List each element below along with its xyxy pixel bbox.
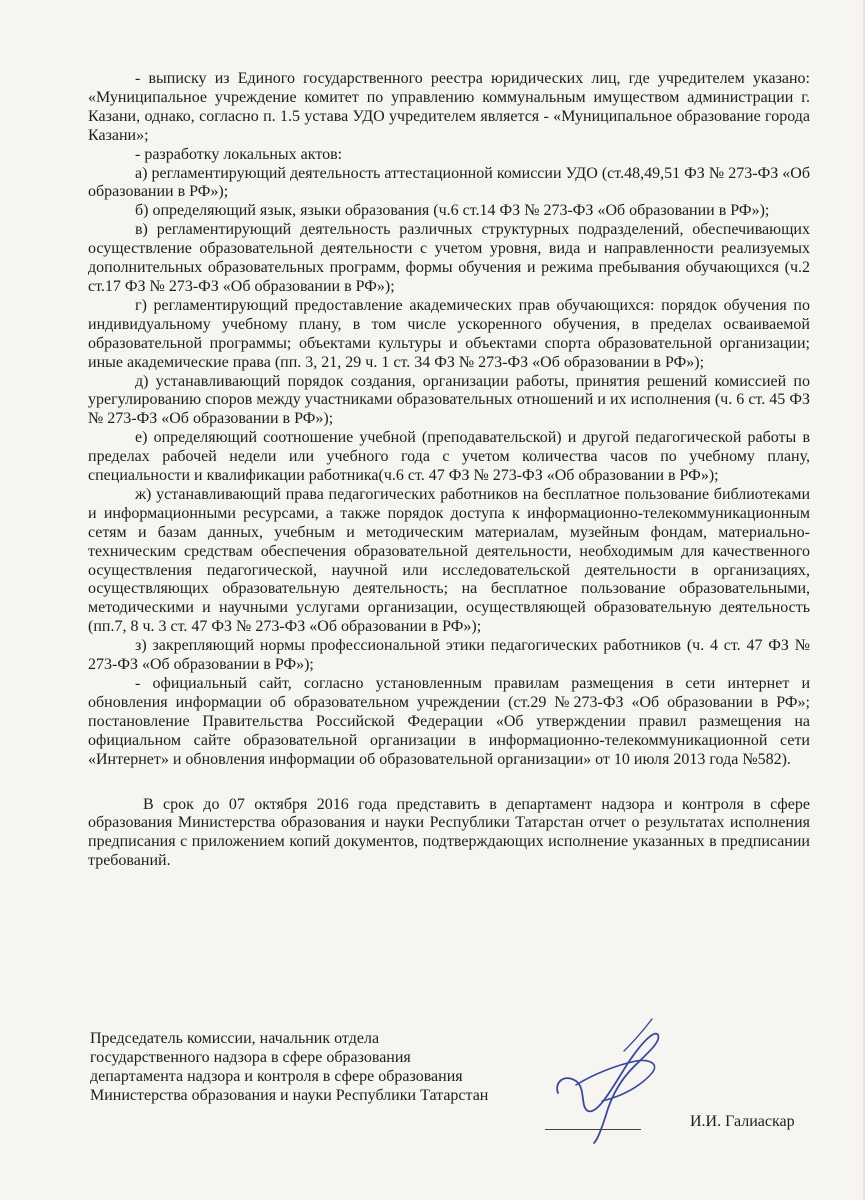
paragraph-item-e: е) определяющий соотношение учебной (преподавательской) и другой педагогической работы в пределах рабочей недели или учебного года с учетом количества часов по учебному плану, специальности и квалификации работника(ч.6 ст. 47 ФЗ № 273-ФЗ «Об образовании в РФ»);	[88, 429, 810, 485]
paragraph-official-site: - официальный сайт, согласно установленным правилам размещения в сети интернет и обновления информации об образовательном учреждении (ст.29 №273-ФЗ «Об образовании в РФ»; постановление Правительства Российской Федерации «Об утверждении правил размещения на официальном сайте образовательной организации в информационно-телекоммуникационной сети «Интернет» и обновления информации об образовательной организации» от 10 июля 2013 года №582).	[88, 675, 810, 768]
signatory-line: Министерства образования и науки Республики Татарстан	[90, 1086, 489, 1104]
paragraph-item-zh: ж) устанавливающий права педагогических работников на бесплатное пользование библиотеками и информационными ресурсами, а также порядок доступа к информационно-телекоммуникационным сетям и базам данных, учебным и методическим материалам, музейным фондам, материально-техническим средствам обеспечения образовательной деятельности, необходимым для качественного осуществления педагогической, научной или исследовательской деятельности в организациях, осуществляющих образовательную деятельность; на бесплатное пользование образовательными, методическими и научными услугами организации, осуществляющей образовательную деятельность (пп.7, 8 ч. 3 ст. 47 ФЗ № 273-ФЗ «Об образовании в РФ»);	[88, 485, 810, 636]
paragraph-item-b: б) определяющий язык, языки образования (ч.6 ст.14 ФЗ № 273-ФЗ «Об образовании в РФ»);	[135, 202, 770, 220]
paragraph-deadline: В срок до 07 октября 2016 года представить в департамент надзора и контроля в сфере образования Министерства образования и науки Республики Татарстан отчет о результатах исполнения предписания с приложением копий документов, подтверждающих исполнение указанных в предписании требований.	[88, 795, 810, 870]
signatory-line: Председатель комиссии, начальник отдела	[90, 1030, 380, 1047]
signatory-line: государственного надзора в сфере образования	[90, 1048, 411, 1066]
signature-line	[545, 1129, 641, 1130]
paragraph-item-a: а) регламентирующий деятельность аттестационной комиссии УДО (ст.48,49,51 ФЗ № 273-ФЗ «Об образовании в РФ»);	[88, 164, 810, 201]
paragraph-local-acts-intro: - разработку локальных актов:	[135, 145, 343, 163]
document-body	[88, 70, 810, 871]
paragraph-item-v: в) регламентирующий деятельность различных структурных подразделений, обеспечивающих осуществление образовательной деятельности с учетом уровня, вида и направленности реализуемых дополнительных образовательных программ, формы обучения и режима пребывания обучающихся (ч.2 ст.17 ФЗ № 273-ФЗ «Об образовании в РФ»);	[88, 221, 810, 295]
handwritten-signature	[536, 1015, 676, 1145]
paragraph-egrul-extract: - выписку из Единого государственного реестра юридических лиц, где учредителем указано: «Муниципальное учреждение комитет по управлению коммунальным имуществом администрации г. Казани, однако, согласно п. 1.5 устава УДО учредителем является - «Муниципальное образование города Казани»;	[88, 70, 810, 144]
paragraph-item-d: д) устанавливающий порядок создания, организации работы, принятия решений комиссией по урегулированию споров между участниками образовательных отношений и их исполнения (ч. 6 ст. 45 ФЗ № 273-ФЗ «Об образовании в РФ»);	[88, 372, 810, 428]
signatory-name: И.И. Галиаскар	[690, 1113, 795, 1130]
paragraph-item-z: з) закрепляющий нормы профессиональной этики педагогических работников (ч. 4 ст. 47 ФЗ № 273-ФЗ «Об образовании в РФ»);	[88, 637, 810, 674]
signatory-title	[90, 1030, 530, 1106]
paragraph-item-g: г) регламентирующий предоставление академических прав обучающихся: порядок обучения по индивидуальному учебному плану, в том числе ускоренного обучения, в пределах осваиваемой образовательной программы; объектами культуры и объектами спорта образовательной организации; иные академические права (пп. 3, 21, 29 ч. 1 ст. 34 ФЗ № 273-ФЗ «Об образовании в РФ»);	[88, 296, 810, 371]
signatory-line: департамента надзора и контроля в сфере образования	[90, 1067, 463, 1085]
